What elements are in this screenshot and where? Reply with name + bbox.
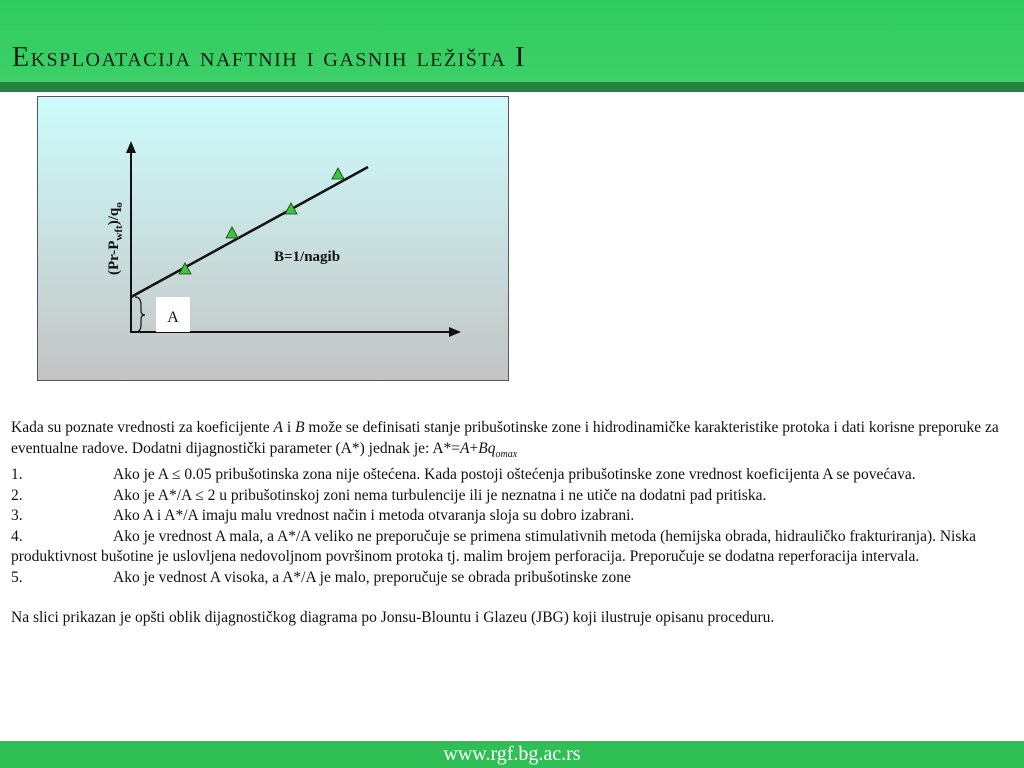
list-item: 2. Ako je A*/A ≤ 2 u pribušotinskoj zoni nema turbulencije ili je neznatna i ne utiče na dodatni pad pritiska.	[11, 486, 767, 504]
x-axis-arrow	[449, 327, 461, 337]
intro-paragraph: Kada su poznate vrednosti za koeficijente A i B može se definisati stanje pribušotinske zone i hidrodinamičke karakteristike protoka i dati korisne preporuke za eventualne radove. Dodatni dijagnostički parameter (A*) jednak je: $A*=A+Bq_{omax}$	[11, 419, 999, 460]
footer-url[interactable]: www.rgf.bg.ac.rs	[443, 743, 581, 765]
data-point	[226, 227, 238, 238]
footer-bar	[0, 741, 1024, 768]
intercept-label: A	[167, 309, 179, 326]
list-item: 4. Ako je vrednost A mala, a A*/A veliko ne preporučuje se primena stimulativnih metoda (hemijska obrada, hidrauličko frakturiranja). Niska produktivnost bušotine je uslovljena nedovoljnom površinom protoka tj. malim brojem perforacija. Preporučuje se dodatna reperforacija intervala.	[11, 527, 977, 566]
data-point	[285, 203, 297, 214]
y-axis-arrow	[126, 141, 136, 153]
list-item: 3. Ako A i A*/A imaju malu vrednost način i metoda otvaranja sloja su dobro izabrani.	[11, 507, 635, 525]
list-item: 1. Ako je A ≤ 0.05 pribušotinska zona nije oštećena. Kada postoji oštećenja pribušotinske zone vrednost koeficijenta A se povećava.	[11, 466, 916, 484]
slide-title: Eksploatacija naftnih i gasnih ležišta I	[12, 42, 526, 73]
body-text	[11, 418, 1015, 629]
y-axis-label: $(Pr-P_{wft})/q_o$	[106, 202, 125, 275]
data-point	[332, 168, 344, 179]
trend-line	[131, 167, 368, 297]
header-divider	[0, 82, 1024, 92]
list-item: 5. Ako je vednost A visoka, a A*/A je malo, preporučuje se obrada pribušotinske zone	[11, 568, 631, 586]
slope-label: B=1/nagib	[274, 249, 341, 265]
jbg-diagram	[37, 96, 509, 381]
diagram-svg	[38, 97, 508, 380]
intercept-brace	[135, 297, 145, 332]
closing-paragraph: Na slici prikazan je opšti oblik dijagnostičkog diagrama po Jonsu-Blountu i Glazeu (JBG) koji ilustruje opisanu proceduru.	[11, 609, 775, 627]
